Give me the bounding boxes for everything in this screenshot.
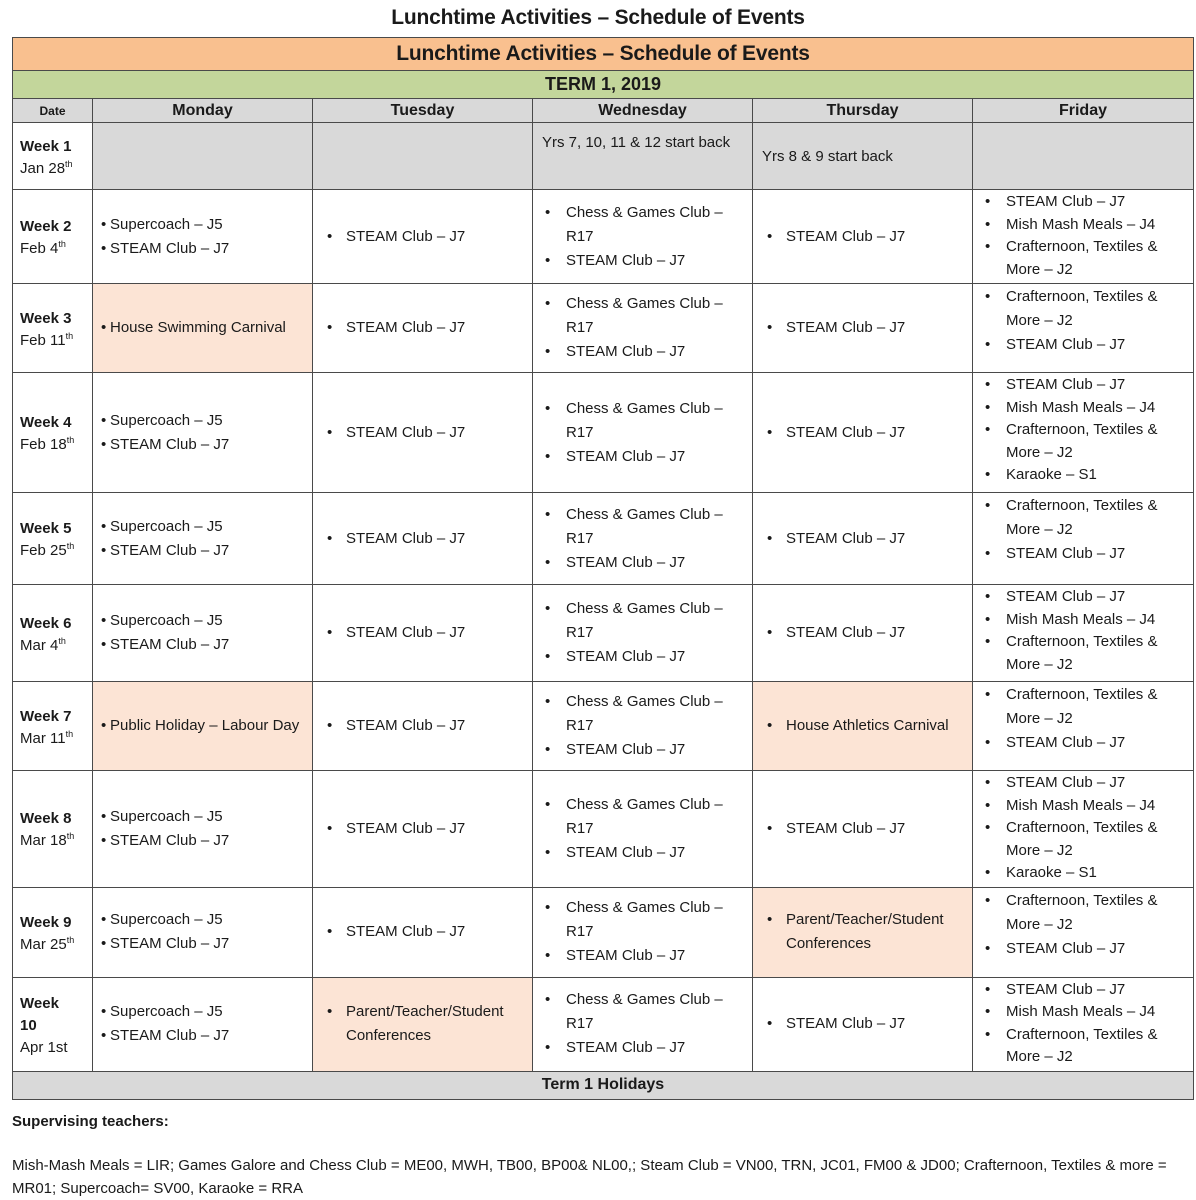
week-row bbox=[13, 123, 1194, 190]
week-date bbox=[20, 158, 86, 180]
week-rows bbox=[13, 123, 1194, 1072]
activity-item: • Crafternoon, Textiles & More – J2 bbox=[979, 285, 1187, 333]
friday-activity-list bbox=[979, 191, 1187, 281]
activity-item: • Supercoach – J5 bbox=[99, 805, 306, 829]
week-date bbox=[20, 635, 86, 657]
activity-item: • STEAM Club – J7 bbox=[759, 316, 966, 340]
thursday-activity-list bbox=[759, 1012, 966, 1036]
wednesday-activity-list bbox=[539, 397, 746, 469]
monday-activity-list bbox=[99, 409, 306, 457]
activity-item: • Chess & Games Club – R17 bbox=[539, 503, 746, 551]
term-holidays-row: Term 1 Holidays bbox=[13, 1071, 1194, 1099]
week-row bbox=[13, 284, 1194, 373]
activity-item: • Crafternoon, Textiles & More – J2 bbox=[979, 683, 1187, 731]
activity-item: • STEAM Club – J7 bbox=[759, 1012, 966, 1036]
week-date bbox=[20, 1037, 86, 1059]
activity-item: • STEAM Club – J7 bbox=[979, 191, 1187, 214]
thursday-activity-list bbox=[759, 316, 966, 340]
week-row bbox=[13, 373, 1194, 493]
activity-item: • STEAM Club – J7 bbox=[539, 340, 746, 364]
activity-item: • STEAM Club – J7 bbox=[979, 937, 1187, 961]
supervising-teachers-text: Mish-Mash Meals = LIR; Games Galore and Chess Club = ME00, MWH, TB00, BP00& NL00,; Steam Club = VN00, TRN, JC01, FM00 & JD00; Crafternoon, Textiles & more = MR01; Supercoach= SV00, Karaoke = RRA bbox=[12, 1157, 1167, 1197]
friday-activity-list bbox=[979, 772, 1187, 885]
cell-thursday bbox=[753, 682, 973, 771]
cell-wednesday bbox=[533, 771, 753, 888]
date-cell bbox=[13, 493, 93, 585]
friday-activity-list bbox=[979, 285, 1187, 357]
activity-item: • STEAM Club – J7 bbox=[539, 738, 746, 762]
week-date-text: Feb 11 bbox=[20, 331, 66, 349]
activity-item: • STEAM Club – J7 bbox=[979, 374, 1187, 397]
activity-item: • STEAM Club – J7 bbox=[979, 772, 1187, 795]
cell-monday bbox=[93, 284, 313, 373]
activity-item: • STEAM Club – J7 bbox=[99, 237, 306, 261]
cell-thursday bbox=[753, 585, 973, 682]
wednesday-activity-list bbox=[539, 201, 746, 273]
week-label: Week 3 bbox=[20, 309, 72, 327]
week-row bbox=[13, 585, 1194, 682]
week-label: Week 7 bbox=[20, 707, 72, 725]
column-header-date: Date bbox=[13, 99, 93, 123]
activity-item: • STEAM Club – J7 bbox=[979, 333, 1187, 357]
date-cell bbox=[13, 977, 93, 1071]
activity-item: • Supercoach – J5 bbox=[99, 1000, 306, 1024]
date-cell bbox=[13, 585, 93, 682]
thursday-activity-list bbox=[759, 421, 966, 445]
cell-monday bbox=[93, 123, 313, 190]
week-row bbox=[13, 977, 1194, 1071]
activity-item: • Karaoke – S1 bbox=[979, 464, 1187, 487]
activity-item: • STEAM Club – J7 bbox=[759, 421, 966, 445]
activity-item: • STEAM Club – J7 bbox=[99, 932, 306, 956]
week-row bbox=[13, 887, 1194, 977]
column-header-tuesday: Tuesday bbox=[313, 99, 533, 123]
activity-item: • STEAM Club – J7 bbox=[319, 817, 526, 841]
week-label: Week 6 bbox=[20, 614, 72, 632]
activity-item: • Chess & Games Club – R17 bbox=[539, 597, 746, 645]
cell-friday bbox=[973, 771, 1194, 888]
friday-activity-list bbox=[979, 889, 1187, 961]
week-date bbox=[20, 934, 86, 956]
week-row bbox=[13, 493, 1194, 585]
week-date-text: Apr 1st bbox=[20, 1038, 68, 1056]
cell-friday bbox=[973, 373, 1194, 493]
cell-monday bbox=[93, 585, 313, 682]
activity-item: • Chess & Games Club – R17 bbox=[539, 201, 746, 249]
thursday-note: Yrs 8 & 9 start back bbox=[762, 147, 893, 165]
activity-item: • Crafternoon, Textiles & More – J2 bbox=[979, 419, 1187, 464]
column-header-thursday: Thursday bbox=[753, 99, 973, 123]
cell-wednesday bbox=[533, 585, 753, 682]
monday-activity-list bbox=[99, 908, 306, 956]
tuesday-activity-list bbox=[319, 621, 526, 645]
date-ordinal-suffix: th bbox=[66, 435, 75, 445]
activity-item: • Chess & Games Club – R17 bbox=[539, 896, 746, 944]
monday-activity-list bbox=[99, 316, 306, 340]
activity-item: • STEAM Club – J7 bbox=[319, 714, 526, 738]
cell-tuesday bbox=[313, 493, 533, 585]
week-date bbox=[20, 238, 86, 260]
tuesday-activity-list bbox=[319, 920, 526, 944]
activity-item: • House Athletics Carnival bbox=[759, 714, 966, 738]
activity-item: • Mish Mash Meals – J4 bbox=[979, 397, 1187, 420]
activity-item: • Mish Mash Meals – J4 bbox=[979, 214, 1187, 237]
schedule-banner: Lunchtime Activities – Schedule of Events bbox=[13, 38, 1194, 71]
activity-item: • STEAM Club – J7 bbox=[99, 1024, 306, 1048]
activity-item: • Chess & Games Club – R17 bbox=[539, 690, 746, 738]
cell-monday bbox=[93, 977, 313, 1071]
thursday-activity-list bbox=[759, 527, 966, 551]
date-cell bbox=[13, 682, 93, 771]
activity-item: • Crafternoon, Textiles & More – J2 bbox=[979, 631, 1187, 676]
date-ordinal-suffix: th bbox=[58, 239, 66, 249]
week-label: Week 4 bbox=[20, 414, 72, 431]
week-label: Week 1 bbox=[20, 137, 72, 155]
activity-item: • Supercoach – J5 bbox=[99, 515, 306, 539]
week-row bbox=[13, 682, 1194, 771]
activity-item: • STEAM Club – J7 bbox=[979, 731, 1187, 755]
date-ordinal-suffix: th bbox=[65, 158, 73, 169]
friday-activity-list bbox=[979, 586, 1187, 676]
activity-item: • STEAM Club – J7 bbox=[319, 920, 526, 944]
activity-item: • STEAM Club – J7 bbox=[319, 621, 526, 645]
week-label: Week 5 bbox=[20, 520, 72, 537]
tuesday-activity-list bbox=[319, 421, 526, 445]
cell-friday bbox=[973, 977, 1194, 1071]
activity-item: • STEAM Club – J7 bbox=[759, 225, 966, 249]
cell-tuesday bbox=[313, 887, 533, 977]
monday-activity-list bbox=[99, 1000, 306, 1048]
date-cell bbox=[13, 887, 93, 977]
activity-item: • STEAM Club – J7 bbox=[319, 421, 526, 445]
activity-item: • STEAM Club – J7 bbox=[759, 621, 966, 645]
date-ordinal-suffix: th bbox=[65, 728, 74, 739]
cell-thursday bbox=[753, 887, 973, 977]
cell-monday bbox=[93, 493, 313, 585]
tuesday-activity-list bbox=[319, 225, 526, 249]
week-date-text: Jan 28 bbox=[20, 159, 66, 177]
wednesday-activity-list bbox=[539, 292, 746, 364]
activity-item: • STEAM Club – J7 bbox=[979, 979, 1187, 1002]
schedule-table bbox=[12, 37, 1194, 1100]
wednesday-activity-list bbox=[539, 597, 746, 669]
week-date bbox=[20, 540, 86, 562]
activity-item: • STEAM Club – J7 bbox=[539, 645, 746, 669]
week-label: Week 9 bbox=[20, 913, 72, 931]
date-cell bbox=[13, 284, 93, 373]
wednesday-activity-list bbox=[539, 690, 746, 762]
week-date-text: Feb 25 bbox=[20, 542, 67, 559]
cell-monday bbox=[93, 373, 313, 493]
monday-activity-list bbox=[99, 609, 306, 657]
activity-item: • Chess & Games Club – R17 bbox=[539, 988, 746, 1036]
activity-item: • Mish Mash Meals – J4 bbox=[979, 1001, 1187, 1024]
activity-item: • Supercoach – J5 bbox=[99, 609, 306, 633]
cell-friday bbox=[973, 493, 1194, 585]
thursday-activity-list bbox=[759, 908, 966, 956]
activity-item: • STEAM Club – J7 bbox=[99, 433, 306, 457]
cell-thursday bbox=[753, 977, 973, 1071]
date-ordinal-suffix: th bbox=[66, 831, 75, 842]
date-cell bbox=[13, 373, 93, 493]
friday-activity-list bbox=[979, 979, 1187, 1069]
week-label: Week 8 bbox=[20, 810, 72, 828]
week-date bbox=[20, 434, 86, 456]
monday-activity-list bbox=[99, 515, 306, 563]
activity-item: • Public Holiday – Labour Day bbox=[99, 714, 306, 738]
cell-wednesday bbox=[533, 373, 753, 493]
thursday-activity-list bbox=[759, 817, 966, 841]
activity-item: • Crafternoon, Textiles & More – J2 bbox=[979, 1024, 1187, 1069]
date-ordinal-suffix: th bbox=[66, 541, 75, 551]
cell-tuesday bbox=[313, 373, 533, 493]
column-header-monday: Monday bbox=[93, 99, 313, 123]
thursday-activity-list bbox=[759, 714, 966, 738]
week-date-text: Mar 4 bbox=[20, 636, 59, 654]
cell-thursday bbox=[753, 493, 973, 585]
activity-item: • STEAM Club – J7 bbox=[539, 249, 746, 273]
friday-activity-list bbox=[979, 683, 1187, 755]
cell-tuesday bbox=[313, 190, 533, 284]
activity-item: • STEAM Club – J7 bbox=[319, 225, 526, 249]
cell-friday bbox=[973, 585, 1194, 682]
activity-item: • STEAM Club – J7 bbox=[319, 527, 526, 551]
cell-friday bbox=[973, 887, 1194, 977]
week-date-text: Mar 25 bbox=[20, 935, 67, 953]
cell-monday bbox=[93, 887, 313, 977]
activity-item: • Crafternoon, Textiles & More – J2 bbox=[979, 236, 1187, 281]
cell-wednesday bbox=[533, 123, 753, 190]
week-row bbox=[13, 190, 1194, 284]
cell-wednesday bbox=[533, 977, 753, 1071]
activity-item: • STEAM Club – J7 bbox=[99, 539, 306, 563]
cell-wednesday bbox=[533, 887, 753, 977]
date-ordinal-suffix: th bbox=[65, 330, 74, 341]
cell-monday bbox=[93, 190, 313, 284]
activity-item: • STEAM Club – J7 bbox=[99, 633, 306, 657]
monday-activity-list bbox=[99, 805, 306, 853]
wednesday-activity-list bbox=[539, 503, 746, 575]
cell-thursday bbox=[753, 373, 973, 493]
week-date-text: Feb 18 bbox=[20, 436, 67, 453]
date-cell bbox=[13, 771, 93, 888]
week-date-text: Mar 18 bbox=[20, 832, 67, 850]
date-ordinal-suffix: th bbox=[58, 635, 66, 646]
activity-item: • STEAM Club – J7 bbox=[99, 829, 306, 853]
cell-monday bbox=[93, 771, 313, 888]
cell-tuesday bbox=[313, 682, 533, 771]
tuesday-activity-list bbox=[319, 714, 526, 738]
wednesday-activity-list bbox=[539, 793, 746, 865]
activity-item: • Karaoke – S1 bbox=[979, 862, 1187, 885]
activity-item: • STEAM Club – J7 bbox=[539, 1036, 746, 1060]
cell-thursday bbox=[753, 284, 973, 373]
week-date-text: Mar 11 bbox=[20, 729, 66, 747]
activity-item: • Parent/Teacher/Student Conferences bbox=[759, 908, 966, 956]
cell-tuesday bbox=[313, 123, 533, 190]
activity-item: • STEAM Club – J7 bbox=[979, 542, 1187, 566]
activity-item: • Supercoach – J5 bbox=[99, 908, 306, 932]
activity-item: • Crafternoon, Textiles & More – J2 bbox=[979, 817, 1187, 862]
cell-thursday bbox=[753, 190, 973, 284]
wednesday-note: Yrs 7, 10, 11 & 12 start back bbox=[542, 134, 731, 151]
cell-wednesday bbox=[533, 493, 753, 585]
week-date bbox=[20, 330, 86, 352]
activity-item: • Chess & Games Club – R17 bbox=[539, 292, 746, 340]
cell-wednesday bbox=[533, 284, 753, 373]
week-date bbox=[20, 728, 86, 750]
cell-thursday bbox=[753, 123, 973, 190]
tuesday-activity-list bbox=[319, 817, 526, 841]
cell-tuesday bbox=[313, 585, 533, 682]
week-row bbox=[13, 771, 1194, 888]
tuesday-activity-list bbox=[319, 316, 526, 340]
tuesday-activity-list bbox=[319, 527, 526, 551]
cell-tuesday bbox=[313, 771, 533, 888]
week-label: Week 10 bbox=[20, 994, 59, 1034]
monday-activity-list bbox=[99, 213, 306, 261]
activity-item: • Mish Mash Meals – J4 bbox=[979, 609, 1187, 632]
monday-activity-list bbox=[99, 714, 306, 738]
week-label: Week 2 bbox=[20, 218, 72, 235]
cell-friday bbox=[973, 123, 1194, 190]
activity-item: • STEAM Club – J7 bbox=[539, 841, 746, 865]
friday-activity-list bbox=[979, 374, 1187, 487]
cell-tuesday bbox=[313, 284, 533, 373]
cell-thursday bbox=[753, 771, 973, 888]
activity-item: • Chess & Games Club – R17 bbox=[539, 397, 746, 445]
cell-friday bbox=[973, 682, 1194, 771]
activity-item: • STEAM Club – J7 bbox=[539, 445, 746, 469]
document-title: Lunchtime Activities – Schedule of Events bbox=[391, 6, 805, 29]
activity-item: • Supercoach – J5 bbox=[99, 409, 306, 433]
week-date bbox=[20, 830, 86, 852]
tuesday-activity-list bbox=[319, 1000, 526, 1048]
activity-item: • Crafternoon, Textiles & More – J2 bbox=[979, 889, 1187, 937]
week-date-text: Feb 4 bbox=[20, 240, 59, 257]
thursday-activity-list bbox=[759, 621, 966, 645]
date-cell bbox=[13, 190, 93, 284]
activity-item: • Mish Mash Meals – J4 bbox=[979, 795, 1187, 818]
cell-friday bbox=[973, 284, 1194, 373]
activity-item: • STEAM Club – J7 bbox=[319, 316, 526, 340]
column-header-wednesday: Wednesday bbox=[533, 99, 753, 123]
activity-item: • STEAM Club – J7 bbox=[539, 944, 746, 968]
supervising-teachers-heading: Supervising teachers: bbox=[12, 1113, 169, 1130]
wednesday-activity-list bbox=[539, 988, 746, 1060]
activity-item: • Supercoach – J5 bbox=[99, 213, 306, 237]
activity-item: • STEAM Club – J7 bbox=[539, 551, 746, 575]
activity-item: • Chess & Games Club – R17 bbox=[539, 793, 746, 841]
cell-monday bbox=[93, 682, 313, 771]
column-header-friday: Friday bbox=[973, 99, 1194, 123]
activity-item: • STEAM Club – J7 bbox=[759, 527, 966, 551]
thursday-activity-list bbox=[759, 225, 966, 249]
activity-item: • House Swimming Carnival bbox=[99, 316, 306, 340]
activity-item: • Parent/Teacher/Student Conferences bbox=[319, 1000, 526, 1048]
cell-wednesday bbox=[533, 190, 753, 284]
wednesday-activity-list bbox=[539, 896, 746, 968]
activity-item: • STEAM Club – J7 bbox=[759, 817, 966, 841]
date-ordinal-suffix: th bbox=[66, 934, 75, 945]
cell-wednesday bbox=[533, 682, 753, 771]
term-label: TERM 1, 2019 bbox=[13, 71, 1194, 99]
column-header-row bbox=[13, 99, 1194, 123]
cell-tuesday bbox=[313, 977, 533, 1071]
date-cell bbox=[13, 123, 93, 190]
activity-item: • Crafternoon, Textiles & More – J2 bbox=[979, 494, 1187, 542]
friday-activity-list bbox=[979, 494, 1187, 566]
activity-item: • STEAM Club – J7 bbox=[979, 586, 1187, 609]
cell-friday bbox=[973, 190, 1194, 284]
